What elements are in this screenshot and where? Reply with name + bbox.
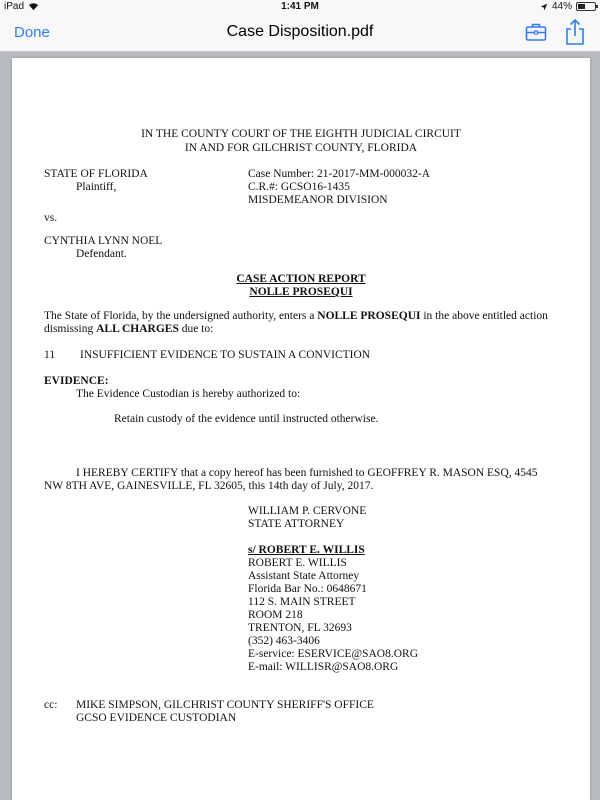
attorney-name: ROBERT E. WILLIS (248, 557, 347, 569)
signature: s/ ROBERT E. WILLIS (248, 544, 365, 556)
reason-text: INSUFFICIENT EVIDENCE TO SUSTAIN A CONVICTION (80, 349, 371, 361)
evidence-action: Retain custody of the evidence until instructed otherwise. (114, 413, 379, 425)
attorney-eservice: E-service: ESERVICE@SAO8.ORG (248, 648, 419, 660)
battery-level-fill (578, 4, 585, 9)
done-button[interactable]: Done (14, 24, 50, 41)
state-attorney-name: WILLIAM P. CERVONE (248, 505, 367, 517)
cc-recipient-2: GCSO EVIDENCE CUSTODIAN (76, 712, 237, 724)
attorney-title: Assistant State Attorney (248, 570, 360, 582)
share-icon[interactable] (564, 18, 586, 51)
court-heading-line-2: IN AND FOR GILCHRIST COUNTY, FLORIDA (184, 142, 418, 154)
cc-label: cc: (44, 699, 58, 711)
briefcase-icon[interactable] (524, 20, 548, 49)
status-right (540, 1, 596, 12)
pdf-page[interactable] (12, 58, 590, 800)
attorney-street: 112 S. MAIN STREET (248, 596, 356, 608)
attorney-city: TRENTON, FL 32693 (248, 622, 352, 634)
attorney-email: E-mail: WILLISR@SAO8.ORG (248, 661, 399, 673)
report-title: CASE ACTION REPORT (236, 273, 366, 285)
division: MISDEMEANOR DIVISION (248, 194, 388, 206)
versus-label: vs. (44, 212, 58, 224)
evidence-heading: EVIDENCE: (44, 375, 109, 387)
location-arrow-icon (540, 3, 548, 11)
report-subtitle: NOLLE PROSEQUI (249, 286, 353, 298)
state-attorney-title: STATE ATTORNEY (248, 518, 345, 530)
plaintiff-name: STATE OF FLORIDA (44, 168, 148, 180)
cc-recipient-1: MIKE SIMPSON, GILCHRIST COUNTY SHERIFF'S OFFICE (76, 699, 374, 711)
court-heading-line-1: IN THE COUNTY COURT OF THE EIGHTH JUDICIAL CIRCUIT (141, 128, 461, 140)
case-number: Case Number: 21-2017-MM-000032-A (248, 168, 431, 180)
battery-icon (576, 2, 596, 11)
document-title: Case Disposition.pdf (226, 23, 374, 40)
reason-code: 11 (44, 349, 56, 361)
attorney-phone: (352) 463-3406 (248, 635, 320, 647)
carrier-label: iPad (4, 1, 25, 12)
certificate-line-2: NW 8TH AVE, GAINESVILLE, FL 32605, this 14th day of July, 2017. (44, 480, 374, 492)
disposition-paragraph-line-1: The State of Florida, by the undersigned authority, enters a NOLLE PROSEQUI in the above entitled action (44, 310, 548, 322)
defendant-role: Defendant. (76, 248, 127, 260)
certificate-line-1: I HEREBY CERTIFY that a copy hereof has been furnished to GEOFFREY R. MASON ESQ, 4545 (76, 467, 538, 479)
status-time: 1:41 PM (281, 1, 319, 12)
nav-bar (0, 14, 600, 52)
status-bar (0, 0, 600, 14)
plaintiff-role: Plaintiff, (76, 181, 117, 193)
cr-number: C.R.#: GCSO16-1435 (248, 181, 350, 193)
attorney-bar-number: Florida Bar No.: 0648671 (248, 583, 367, 595)
defendant-name: CYNTHIA LYNN NOEL (44, 235, 163, 247)
battery-percent: 44% (551, 1, 572, 12)
attorney-room: ROOM 218 (248, 609, 303, 621)
evidence-authorization: The Evidence Custodian is hereby authorized to: (76, 388, 301, 400)
disposition-paragraph-line-2: dismissing ALL CHARGES due to: (44, 323, 214, 335)
